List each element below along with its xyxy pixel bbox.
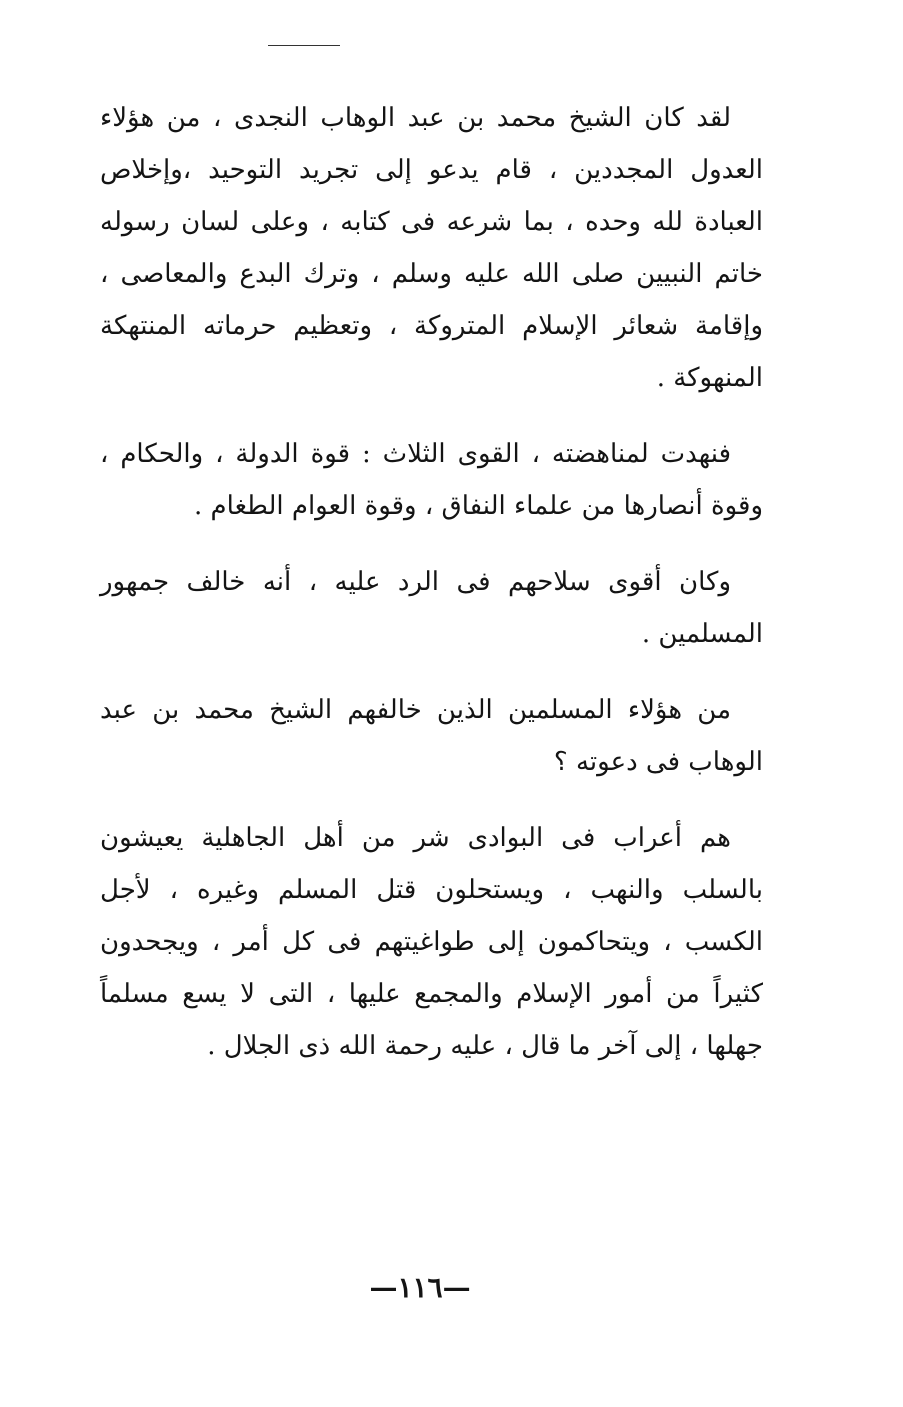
top-rule <box>268 45 340 46</box>
paragraph-1: لقد كان الشيخ محمد بن عبد الوهاب النجدى ، من هؤلاء العدول المجددين ، قام يدعو إلى تجريد التوحيد ،وإخلاص العبادة لله وحده ، بما شرعه فى كتابه ، وعلى لسان رسوله خاتم النبيين صلى الله عليه وسلم ، وترك البدع والمعاصى ، وإقامة شعائر الإسلام المتروكة ، وتعظيم حرماته المنتهكة المنهوكة . <box>100 103 763 393</box>
paragraph-5: هم أعراب فى البوادى شر من أهل الجاهلية يعيشون بالسلب والنهب ، ويستحلون قتل المسلم وغيره ، لأجل الكسب ، ويتحاكمون إلى طواغيتهم فى كل أمر ، ويجحدون كثيراً من أمور الإسلام والمجمع عليها ، التى لا يسع مسلماً جهلها ، إلى آخر ما قال ، عليه رحمة الله ذى الجلال . <box>100 823 763 1061</box>
paragraph-2: فنهدت لمناهضته ، القوى الثلاث : قوة الدولة ، والحكام ، وقوة أنصارها من علماء النفاق ، وقوة العوام الطغام . <box>100 439 763 521</box>
paragraph-3: وكان أقوى سلاحهم فى الرد عليه ، أنه خالف جمهور المسلمين . <box>100 567 763 649</box>
page-number: —١١٦— <box>369 1271 471 1304</box>
body-text <box>100 92 763 1096</box>
paragraph-4: من هؤلاء المسلمين الذين خالفهم الشيخ محمد بن عبد الوهاب فى دعوته ؟ <box>100 695 763 777</box>
